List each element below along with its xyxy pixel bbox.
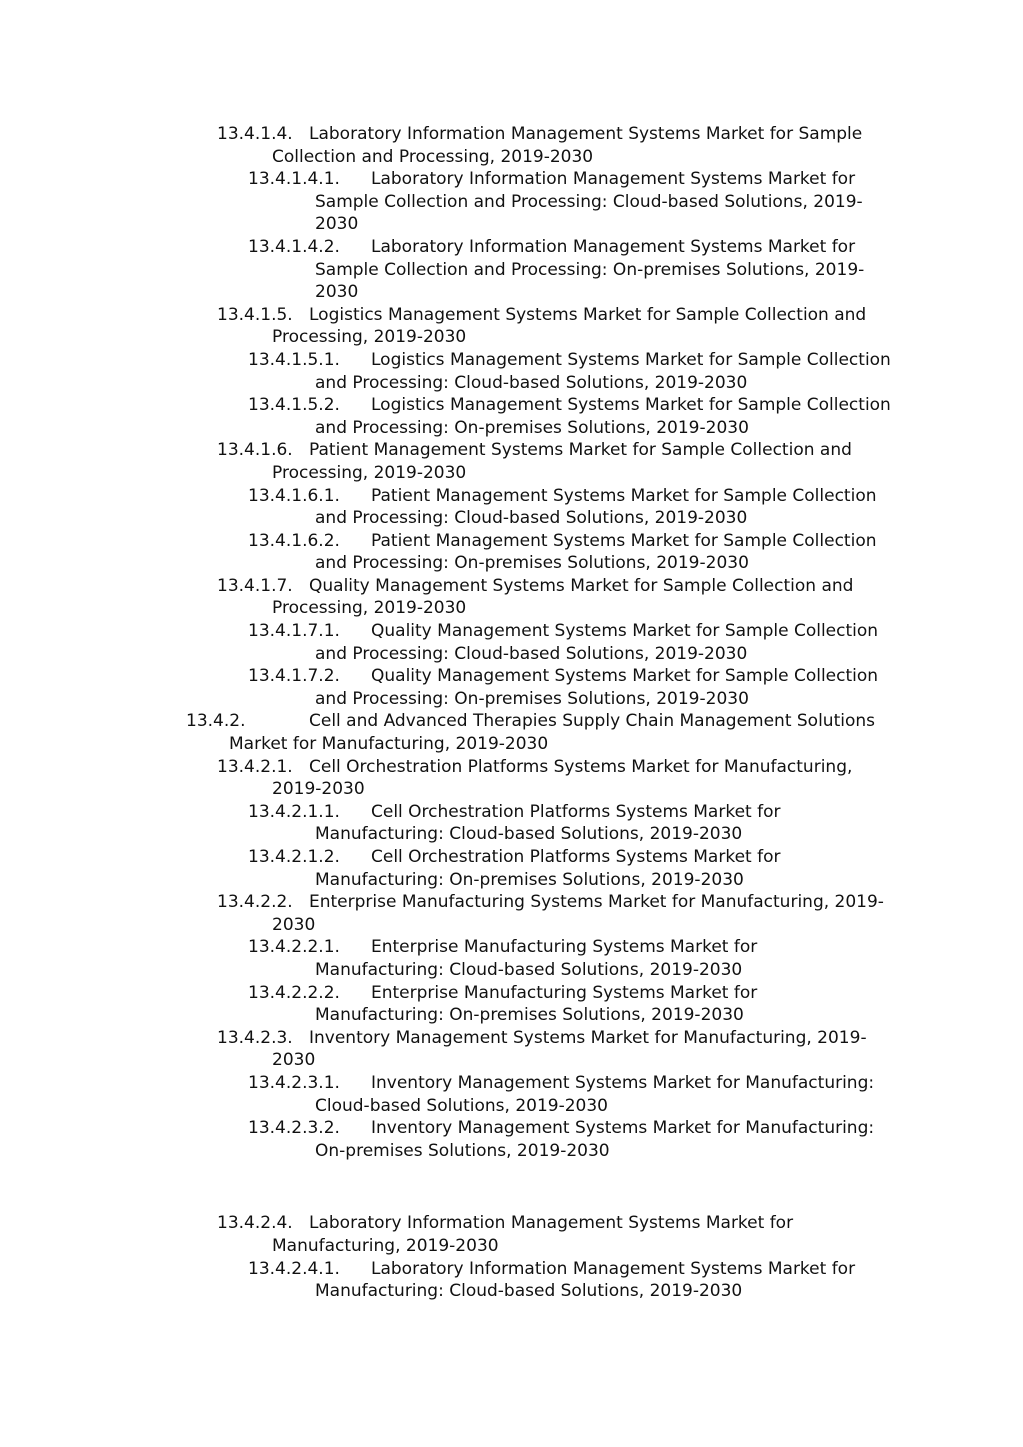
toc-entry-text-line: Processing, 2019-2030 <box>272 598 467 619</box>
toc-entry-text-line: Manufacturing: On-premises Solutions, 2019-2030 <box>315 869 744 890</box>
toc-entry-number: 13.4.1.6.1. <box>248 485 340 506</box>
toc-entry <box>0 1258 1023 1303</box>
toc-entry-text-line: and Processing: Cloud-based Solutions, 2019-2030 <box>315 643 748 664</box>
toc-entry-number: 13.4.2.3.1. <box>248 1072 340 1093</box>
toc-entry <box>0 756 1023 801</box>
toc-entry-text-line: Logistics Management Systems Market for Sample Collection <box>371 395 891 416</box>
toc-entry-text-line: Logistics Management Systems Market for Sample Collection <box>371 349 891 370</box>
toc-entry <box>0 710 1023 755</box>
toc-entry-number: 13.4.1.5.1. <box>248 349 340 370</box>
toc-entry-text-line: Enterprise Manufacturing Systems Market for <box>371 937 758 958</box>
toc-entry-text-line: Logistics Management Systems Market for Sample Collection and <box>309 304 867 325</box>
toc-entry-text-line: Quality Management Systems Market for Sample Collection <box>371 621 879 642</box>
toc-entry-text-line: 2030 <box>272 1050 316 1071</box>
toc-entry-text-line: Manufacturing: Cloud-based Solutions, 2019-2030 <box>315 959 743 980</box>
toc-entry-number: 13.4.1.4. <box>217 124 293 144</box>
toc-entry <box>0 1117 1023 1162</box>
toc-entry-number: 13.4.1.7.1. <box>248 621 340 642</box>
toc-entry <box>0 123 1023 168</box>
toc-entry-number: 13.4.1.4.2. <box>248 236 340 257</box>
toc-entry-text-line: Enterprise Manufacturing Systems Market for Manufacturing, 2019- <box>309 892 884 913</box>
toc-entry-number: 13.4.2.1. <box>217 756 293 777</box>
toc-entry-text-line: Manufacturing, 2019-2030 <box>272 1235 499 1256</box>
toc-entry-number: 13.4.2.4.1. <box>248 1258 340 1279</box>
toc-entry-text-line: 2030 <box>272 914 316 935</box>
toc-entry-text-line: Cell Orchestration Platforms Systems Market for <box>371 847 781 867</box>
toc-entry-text-line: Market for Manufacturing, 2019-2030 <box>229 734 549 755</box>
toc-entry-text-line: Enterprise Manufacturing Systems Market for <box>371 982 758 1003</box>
toc-entry-number: 13.4.1.5.2. <box>248 395 340 416</box>
toc-entry <box>0 1027 1023 1072</box>
toc-entry-number: 13.4.1.6.2. <box>248 530 340 551</box>
toc-entry-text-line: On-premises Solutions, 2019-2030 <box>315 1140 610 1161</box>
toc-entry-text-line: Processing, 2019-2030 <box>272 327 467 348</box>
toc-entry <box>0 304 1023 349</box>
toc-entry-text-line: Cloud-based Solutions, 2019-2030 <box>315 1095 608 1116</box>
toc-entry <box>0 1212 1023 1257</box>
toc-entry-text-line: Cell and Advanced Therapies Supply Chain Management Solutions <box>309 711 875 732</box>
toc-entry <box>0 575 1023 620</box>
toc-entry <box>0 1072 1023 1117</box>
toc-entry-text-line: and Processing: Cloud-based Solutions, 2019-2030 <box>315 372 748 393</box>
toc-entry-number: 13.4.1.7. <box>217 575 293 596</box>
toc-entry-text-line: Laboratory Information Management Systems Market for <box>309 1213 794 1234</box>
toc-entry <box>0 665 1023 710</box>
toc-entry-text-line: and Processing: On-premises Solutions, 2019-2030 <box>315 553 749 574</box>
toc-entry-text-line: Patient Management Systems Market for Sample Collection <box>371 485 877 506</box>
toc-entry-number: 13.4.2.4. <box>217 1213 293 1234</box>
toc-entry-text-line: Patient Management Systems Market for Sample Collection <box>371 530 877 551</box>
toc-entry-text-line: Manufacturing: Cloud-based Solutions, 2019-2030 <box>315 1281 743 1302</box>
toc-entry-text-line: Sample Collection and Processing: On-premises Solutions, 2019- <box>315 259 865 280</box>
toc-entry-number: 13.4.1.4.1. <box>248 169 340 190</box>
toc-entry-text-line: Quality Management Systems Market for Sample Collection <box>371 666 879 687</box>
toc-entry <box>0 349 1023 394</box>
toc-entry-number: 13.4.2. <box>186 711 246 732</box>
toc-entry <box>0 936 1023 981</box>
toc-entry-text-line: Manufacturing: On-premises Solutions, 2019-2030 <box>315 1005 744 1026</box>
toc-entry-number: 13.4.2.2. <box>217 892 293 913</box>
toc-entry <box>0 439 1023 484</box>
toc-entry-text-line: Inventory Management Systems Market for Manufacturing, 2019- <box>309 1027 867 1048</box>
toc-entry-number: 13.4.2.2.2. <box>248 982 340 1003</box>
toc-entry-text-line: and Processing: On-premises Solutions, 2019-2030 <box>315 688 749 709</box>
toc-entry-text-line: Patient Management Systems Market for Sample Collection and <box>309 440 852 461</box>
toc-entry-text-line: Laboratory Information Management Systems Market for <box>371 169 856 190</box>
toc-entry-text-line: Processing, 2019-2030 <box>272 462 467 483</box>
toc-entry <box>0 394 1023 439</box>
toc-entry-text-line: Inventory Management Systems Market for Manufacturing: <box>371 1072 875 1093</box>
toc-entry-text-line: Inventory Management Systems Market for Manufacturing: <box>371 1118 875 1139</box>
toc-entry <box>0 168 1023 236</box>
toc-entry-text-line: 2019-2030 <box>272 779 365 800</box>
toc-entry <box>0 530 1023 575</box>
toc-entry <box>0 801 1023 846</box>
toc-entry-text-line: and Processing: Cloud-based Solutions, 2019-2030 <box>315 508 748 529</box>
page-gap <box>0 1162 1023 1212</box>
toc-entry-text-line: Cell Orchestration Platforms Systems Market for <box>371 801 781 822</box>
toc-entry-text-line: Manufacturing: Cloud-based Solutions, 2019-2030 <box>315 824 743 845</box>
toc-entry-number: 13.4.1.5. <box>217 304 293 325</box>
toc-entry-text-line: Collection and Processing, 2019-2030 <box>272 146 594 167</box>
toc-entry-number: 13.4.2.3.2. <box>248 1118 340 1139</box>
toc-entry-text-line: and Processing: On-premises Solutions, 2019-2030 <box>315 417 749 438</box>
toc-entry <box>0 236 1023 304</box>
toc-entry-number: 13.4.1.7.2. <box>248 666 340 687</box>
toc-entry-number: 13.4.1.6. <box>217 440 293 461</box>
toc-entry-number: 13.4.2.3. <box>217 1027 293 1048</box>
toc-entry <box>0 982 1023 1027</box>
toc-entry-text-line: Laboratory Information Management Systems Market for <box>371 1258 856 1279</box>
toc-entry-text-line: Laboratory Information Management Systems Market for <box>371 236 856 257</box>
toc-entry <box>0 620 1023 665</box>
toc-entry-number: 13.4.2.1.1. <box>248 801 340 822</box>
toc-entry-text-line: Cell Orchestration Platforms Systems Market for Manufacturing, <box>309 756 853 777</box>
toc-entry-text-line: 2030 <box>315 282 359 303</box>
toc-entry-number: 13.4.2.1.2. <box>248 847 340 867</box>
toc-entry-text-line: Laboratory Information Management Systems Market for Sample <box>309 124 863 144</box>
table-of-contents <box>0 123 1023 1303</box>
toc-entry-number: 13.4.2.2.1. <box>248 937 340 958</box>
toc-entry <box>0 891 1023 936</box>
toc-entry-text-line: Quality Management Systems Market for Sample Collection and <box>309 575 854 596</box>
toc-entry-text-line: 2030 <box>315 214 359 235</box>
toc-entry-text-line: Sample Collection and Processing: Cloud-based Solutions, 2019- <box>315 191 863 212</box>
toc-entry <box>0 485 1023 530</box>
toc-entry <box>0 846 1023 891</box>
